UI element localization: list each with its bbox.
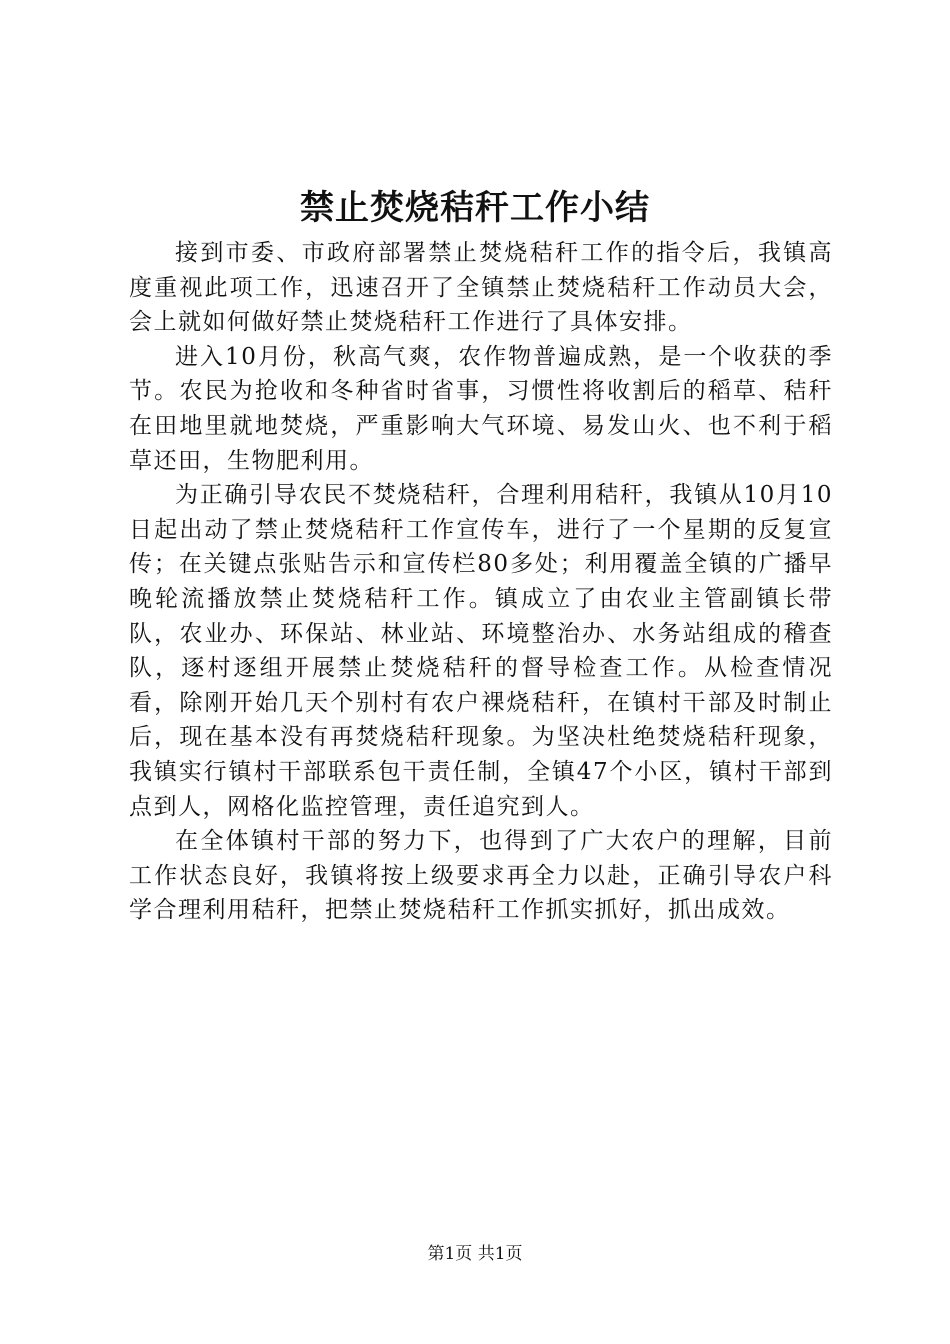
document-title: 禁止焚烧秸秆工作小结 [300,188,650,228]
paragraph-4: 在全体镇村干部的努力下，也得到了广大农户的理解，目前工作状态良好，我镇将按上级要求再全力以赴，正确引导农户科学合理利用秸秆，把禁止焚烧秸秆工作抓实抓好，抓出成效。 [129,828,833,924]
document-body [129,236,833,928]
page-footer: 第1页 共1页 [427,1244,523,1264]
paragraph-1: 接到市委、市政府部署禁止焚烧秸秆工作的指令后，我镇高度重视此项工作，迅速召开了全镇禁止焚烧秸秆工作动员大会，会上就如何做好禁止焚烧秸秆工作进行了具体安排。 [129,240,833,336]
paragraph-3: 为正确引导农民不焚烧秸秆，合理利用秸秆，我镇从10月10日起出动了禁止焚烧秸秆工作宣传车，进行了一个星期的反复宣传；在关键点张贴告示和宣传栏80多处；利用覆盖全镇的广播早晚轮流播放禁止焚烧秸秆工作。镇成立了由农业主管副镇长带队，农业办、环保站、林业站、环境整治办、水务站组成的稽查队，逐村逐组开展禁止焚烧秸秆的督导检查工作。从检查情况看，除刚开始几天个别村有农户裸烧秸秆，在镇村干部及时制止后，现在基本没有再焚烧秸秆现象。为坚决杜绝焚烧秸秆现象，我镇实行镇村干部联系包干责任制，全镇47个小区，镇村干部到点到人，网格化监控管理，责任追究到人。 [129,482,833,820]
paragraph-2: 进入10月份，秋高气爽，农作物普遍成熟，是一个收获的季节。农民为抢收和冬种省时省事，习惯性将收割后的稻草、秸秆在田地里就地焚烧，严重影响大气环境、易发山火、也不利于稻草还田，生物肥利用。 [129,343,833,474]
